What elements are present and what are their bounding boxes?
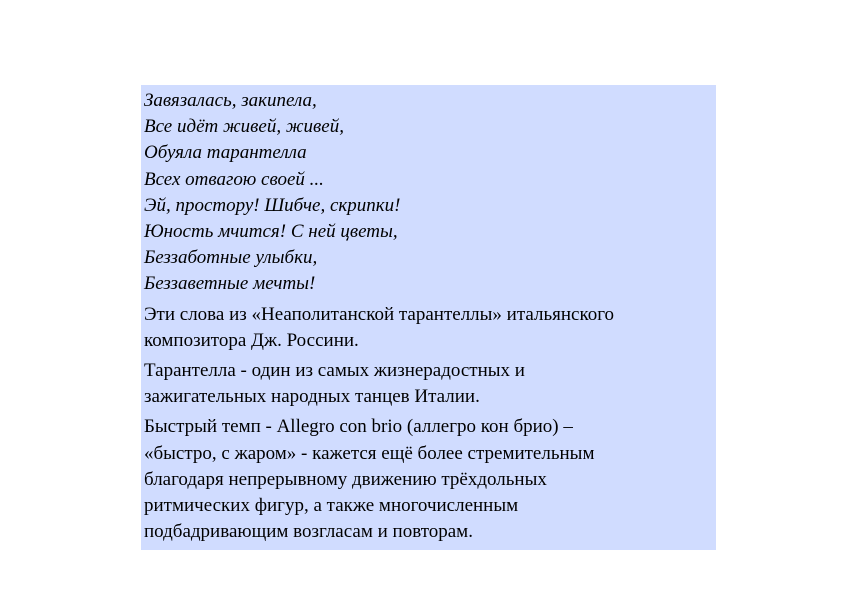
poem-line: Беззаботные улыбки,	[144, 247, 318, 269]
paragraph-line: композитора Дж. Россини.	[144, 329, 359, 351]
poem-line: Завязалась, закипела,	[144, 90, 317, 111]
paragraph-source	[144, 302, 716, 354]
paragraph-line: подбадривающим возгласам и повторам.	[144, 521, 473, 543]
paragraph-line: ритмических фигур, а также многочисленным	[144, 495, 519, 517]
poem-line: Беззаветные мечты!	[144, 273, 316, 295]
paragraph-line: зажигательных народных танцев Италии.	[144, 386, 480, 408]
paragraph-line: Тарантелла - один из самых жизнерадостных и	[144, 360, 525, 382]
paragraph-line: благодаря непрерывному движению трёхдольных	[144, 468, 547, 490]
text-box	[141, 85, 716, 550]
paragraph-definition	[144, 358, 716, 410]
poem-line: Обуяла тарантелла	[144, 142, 307, 164]
poem-line: Эй, простору! Шибче, скрипки!	[144, 194, 401, 216]
poem-line: Юность мчится! С ней цветы,	[144, 221, 398, 243]
poem-line: Все идёт живей, живей,	[144, 116, 344, 138]
paragraph-line: Быстрый темп - Allegro con brio (аллегро кон брио) –	[144, 416, 573, 438]
paragraph-tempo	[144, 414, 716, 545]
paragraph-line: Эти слова из «Неаполитанской тарантеллы» итальянского	[144, 303, 615, 325]
poem-block	[144, 88, 716, 298]
poem-line: Всех отвагою своей ...	[144, 168, 324, 190]
paragraph-line: «быстро, с жаром» - кажется ещё более стремительным	[144, 442, 595, 464]
